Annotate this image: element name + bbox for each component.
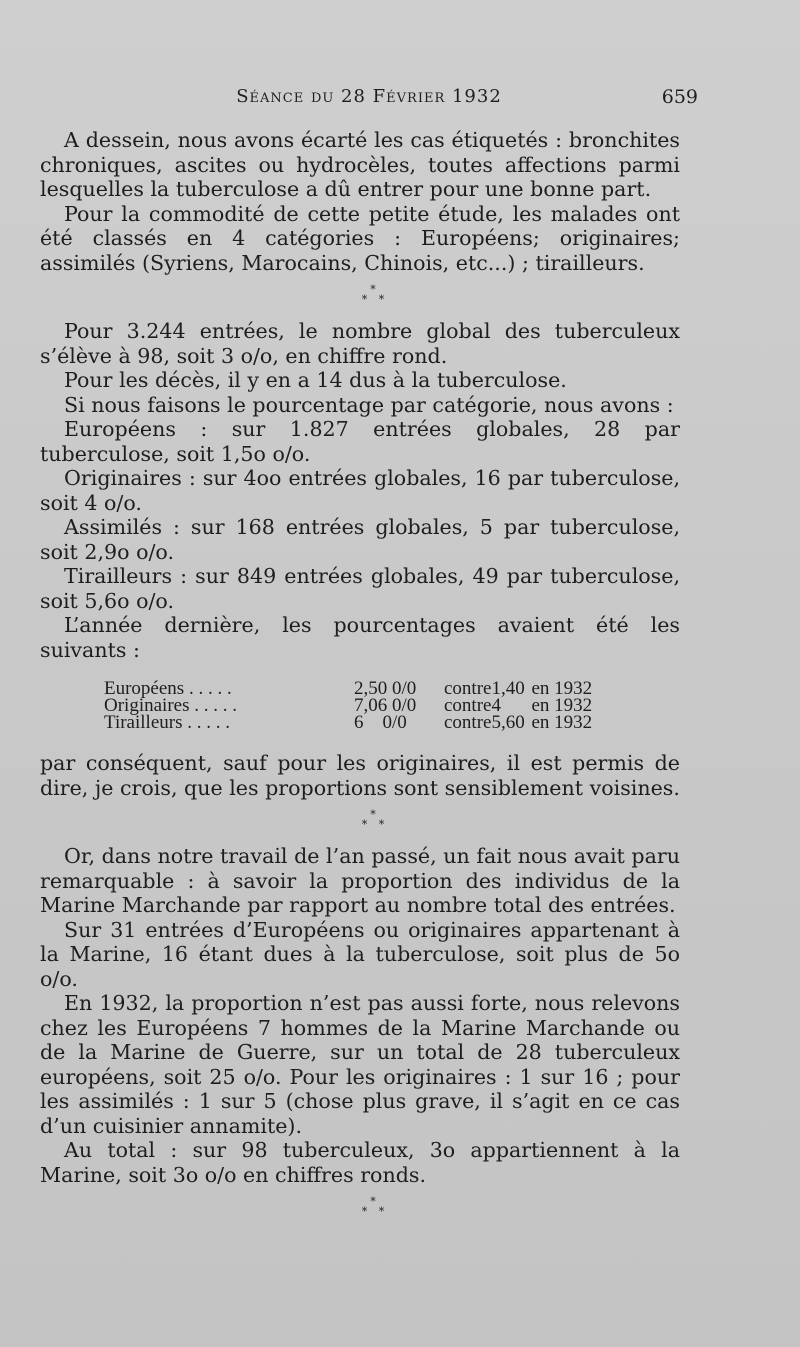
paragraph: En 1932, la proportion n’est pas aussi forte, nous relevons chez les Européens 7 hommes de la Marine Marchande ou de la Marine de Guerre, sur un total de 28 tuberculeux européens, soit 25 o/o. Pour les originaires : 1 sur 16 ; pour les assimilés : 1 sur 5 (chose plus grave, il s’agit en ce cas d’un cuisinier annamite). bbox=[40, 991, 680, 1138]
paragraph: A dessein, nous avons écarté les cas étiquetés : bronchites chroniques, ascites ou hydrocèles, toutes affections parmi lesquelles la tuberculose a dû entrer pour une bonne part. bbox=[40, 128, 680, 201]
row-contre: contre bbox=[444, 678, 492, 699]
paragraph: Assimilés : sur 168 entrées globales, 5 par tuberculose, soit 2,9o o/o. bbox=[40, 515, 680, 564]
paragraph: Sur 31 entrées d’Européens ou originaires appartenant à la Marine, 16 étant dues à la tuberculose, soit plus de 5o o/o. bbox=[40, 917, 680, 991]
separator-star-top: * bbox=[370, 808, 380, 821]
section-separator bbox=[40, 285, 680, 305]
row-value: 6 0/0 bbox=[354, 712, 407, 733]
paragraph: Si nous faisons le pourcentage par catégorie, nous avons : bbox=[64, 392, 674, 417]
paragraph: Européens : sur 1.827 entrées globales, 28 par tuberculose, soit 1,5o o/o. bbox=[40, 417, 680, 466]
paragraph: Au total : sur 98 tuberculeux, 3o appartiennent à la Marine, soit 3o o/o en chiffres ronds. bbox=[40, 1138, 680, 1187]
row-year: en 1932 bbox=[531, 695, 593, 716]
row-value: 7,06 0/0 bbox=[354, 695, 417, 716]
percentage-table bbox=[104, 680, 592, 731]
separator-stars-bottom: * * bbox=[361, 1205, 389, 1218]
row-prev: 5,60 bbox=[491, 712, 525, 733]
separator-star-top: * bbox=[370, 1195, 380, 1208]
paragraph: Pour 3.244 entrées, le nombre global des tuberculeux s’élève à 98, soit 3 o/o, en chiffre rond. bbox=[40, 319, 680, 368]
paragraph: Tirailleurs : sur 849 entrées globales, 49 par tuberculose, soit 5,6o o/o. bbox=[40, 564, 680, 613]
row-prev: 4 bbox=[491, 695, 501, 716]
row-label: Tirailleurs . . . . . bbox=[104, 712, 230, 733]
row-label: Originaires . . . . . bbox=[104, 695, 237, 716]
row-year: en 1932 bbox=[531, 712, 593, 733]
page-number: 659 bbox=[661, 86, 698, 108]
page-body bbox=[40, 128, 680, 1231]
row-label: Européens . . . . . bbox=[104, 678, 232, 699]
separator-stars-bottom: * * bbox=[361, 293, 389, 306]
section-separator bbox=[40, 1197, 680, 1217]
paragraph: Pour la commodité de cette petite étude, les malades ont été classés en 4 catégories : Européens; originaires; assimilés (Syriens, Marocains, Chinois, etc...) ; tirailleurs. bbox=[40, 201, 680, 275]
separator-stars-bottom: * * bbox=[361, 818, 389, 831]
row-year: en 1932 bbox=[531, 678, 593, 699]
paragraph: L’année dernière, les pourcentages avaient été les suivants : bbox=[40, 613, 680, 662]
paragraph: Or, dans notre travail de l’an passé, un fait nous avait paru remarquable : à savoir la proportion des individus de la Marine Marchande par rapport au nombre total des entrées. bbox=[40, 844, 680, 917]
header-title: Séance du 28 Février 1932 bbox=[236, 86, 502, 107]
row-contre: contre bbox=[444, 712, 492, 733]
table-row bbox=[104, 714, 592, 731]
paragraph: par conséquent, sauf pour les originaires, il est permis de dire, je crois, que les proportions sont sensiblement voisines. bbox=[40, 751, 680, 800]
row-prev: 1,40 bbox=[491, 678, 525, 699]
paragraph: Originaires : sur 4oo entrées globales, 16 par tuberculose, soit 4 o/o. bbox=[40, 466, 680, 515]
row-contre: contre bbox=[444, 695, 492, 716]
row-value: 2,50 0/0 bbox=[354, 678, 417, 699]
section-separator bbox=[40, 810, 680, 830]
separator-star-top: * bbox=[370, 283, 380, 296]
running-header bbox=[40, 86, 698, 112]
paragraph: Pour les décès, il y en a 14 dus à la tuberculose. bbox=[64, 368, 567, 392]
